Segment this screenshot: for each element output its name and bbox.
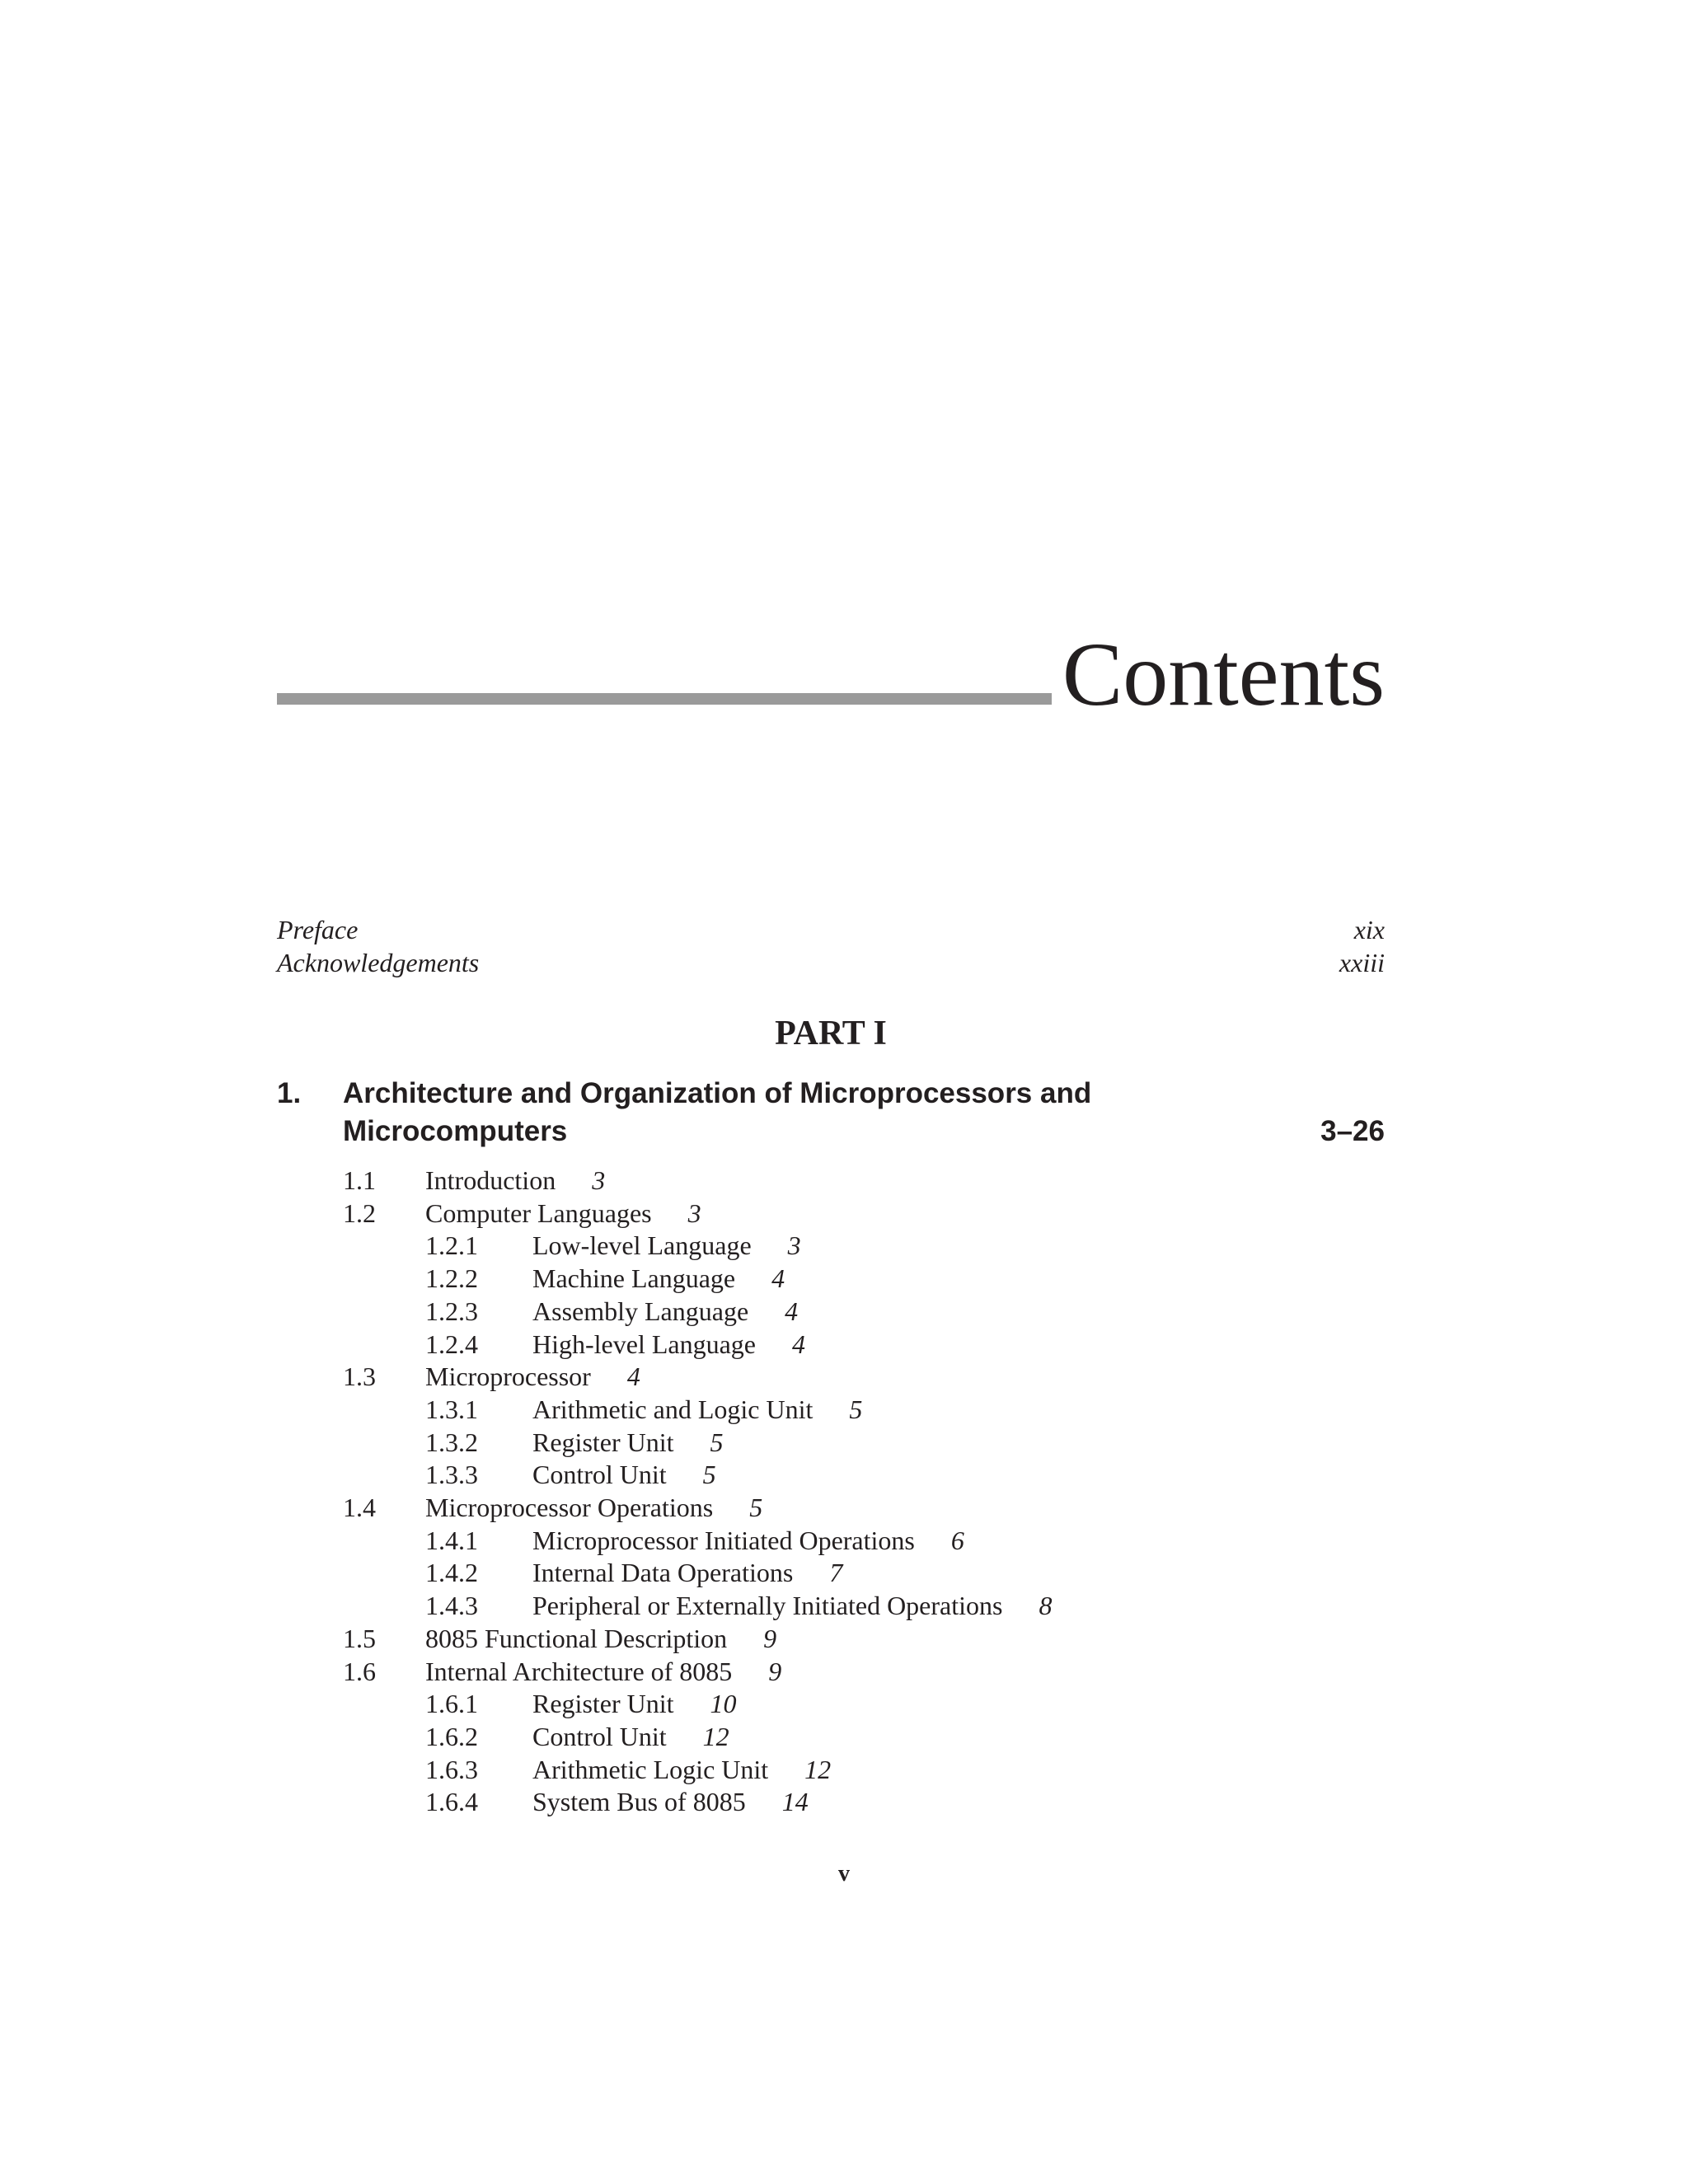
toc-entry-number: 1.1 [343,1165,376,1195]
toc-entry-number: 1.5 [343,1624,376,1653]
chapter-number: 1. [277,1077,302,1109]
toc-entry-page: 8 [1039,1591,1053,1620]
toc-entry-number: 1.3.3 [425,1460,478,1489]
toc-entry-page: 14 [781,1787,809,1816]
toc-entry-number: 1.4.3 [425,1591,478,1620]
toc-entry-number: 1.6.1 [425,1689,478,1718]
page-number: v [838,1861,850,1886]
toc-entry-page: 10 [710,1689,737,1718]
toc-entry-page: 3 [687,1198,701,1228]
toc-entry-text [532,1785,809,1818]
front-matter-page: xxiii [1339,948,1385,977]
toc-entry-page: 12 [702,1722,729,1751]
toc-entry-text [532,1524,964,1557]
toc-entry-number: 1.4.2 [425,1558,478,1587]
toc-entry-text [532,1720,729,1753]
toc-entry-title: Peripheral or Externally Initiated Operations [532,1591,1003,1620]
toc-entry-title: Internal Architecture of 8085 [425,1657,733,1686]
page-title: Contents [1062,624,1385,724]
toc-entry-title: Microprocessor [425,1361,591,1391]
toc-entry-title: Arithmetic Logic Unit [532,1755,769,1784]
toc-entry-page: 4 [771,1263,785,1293]
toc-entry-title: Register Unit [532,1689,674,1718]
toc-entry-page: 5 [749,1493,763,1522]
front-matter-entry-acknowledgements[interactable] [277,946,1385,979]
toc-entry-text [532,1458,716,1491]
title-rule [277,693,1052,705]
front-matter-entry-preface[interactable] [277,913,1385,946]
chapter-entry[interactable] [277,1075,1385,1154]
front-matter-page: xix [1353,915,1385,944]
toc-entry-text [425,1491,762,1524]
toc-entry-text [532,1393,862,1426]
toc-entry-page: 6 [950,1526,964,1555]
toc-entry-page: 12 [804,1755,832,1784]
toc-entry-number: 1.2.4 [425,1329,478,1359]
toc-entry-page: 9 [768,1657,782,1686]
toc-entry-page: 4 [626,1361,640,1391]
toc-entry-text [425,1164,605,1197]
toc-entry-number: 1.6.2 [425,1722,478,1751]
toc-entry-text [532,1589,1052,1622]
toc-entry-text [532,1687,737,1720]
front-matter-label: Acknowledgements [277,948,480,977]
toc-entry-page: 5 [702,1460,716,1489]
toc-entry-text [532,1753,831,1786]
toc-entry-title: Microprocessor Operations [425,1493,714,1522]
toc-entry-number: 1.6 [343,1657,376,1686]
toc-entry-number: 1.3.1 [425,1394,478,1424]
toc-entry-title: Low-level Language [532,1230,752,1260]
toc-entry-number: 1.2.1 [425,1230,478,1260]
toc-entry-text [425,1197,701,1230]
toc-entry-title: Microprocessor Initiated Operations [532,1526,915,1555]
toc-entry-number: 1.4 [343,1493,376,1522]
toc-entry-page: 4 [792,1329,805,1359]
toc-entry-number: 1.3.2 [425,1427,478,1457]
part-heading: PART I [775,1015,887,1052]
front-matter-label: Preface [277,915,359,944]
toc-entry-text [532,1426,724,1459]
toc-entry-title: Control Unit [532,1722,667,1751]
chapter-title: Architecture and Organization of Microprocessors and Microcomputers [343,1077,1092,1147]
toc-entry-text [425,1655,781,1688]
toc-entry-text [532,1328,805,1361]
toc-entry-text [425,1622,776,1655]
toc-entry-page: 3 [592,1165,606,1195]
toc-entry-number: 1.3 [343,1361,376,1391]
toc-entry-number: 1.2 [343,1198,376,1228]
toc-entry-title: Machine Language [532,1263,736,1293]
toc-entry-title: Assembly Language [532,1296,749,1326]
toc-entry-page: 7 [829,1558,843,1587]
toc-entry-title: Control Unit [532,1460,667,1489]
toc-entry-text [532,1229,801,1262]
toc-entry-text [532,1556,842,1589]
toc-entry-title: High-level Language [532,1329,756,1359]
toc-entry-text [425,1360,640,1393]
toc-entry-page: 5 [710,1427,724,1457]
toc-entry-number: 1.2.2 [425,1263,478,1293]
toc-entry-number: 1.2.3 [425,1296,478,1326]
toc-entry-page: 5 [849,1394,863,1424]
toc-entry-page: 9 [763,1624,777,1653]
toc-entry-text [532,1262,785,1295]
toc-entry-title: Introduction [425,1165,556,1195]
toc-entry-title: 8085 Functional Description [425,1624,728,1653]
toc-entry-text [532,1295,798,1328]
chapter-page-range: 3–26 [1320,1115,1385,1147]
toc-entry-number: 1.6.3 [425,1755,478,1784]
toc-entry-page: 3 [787,1230,801,1260]
toc-entry-page: 4 [785,1296,799,1326]
toc-entry-title: Internal Data Operations [532,1558,794,1587]
toc-entry-title: Computer Languages [425,1198,652,1228]
toc-entry-number: 1.4.1 [425,1526,478,1555]
toc-entry-title: System Bus of 8085 [532,1787,746,1816]
toc-entry-title: Arithmetic and Logic Unit [532,1394,814,1424]
toc-entry-number: 1.6.4 [425,1787,478,1816]
toc-entry-title: Register Unit [532,1427,674,1457]
